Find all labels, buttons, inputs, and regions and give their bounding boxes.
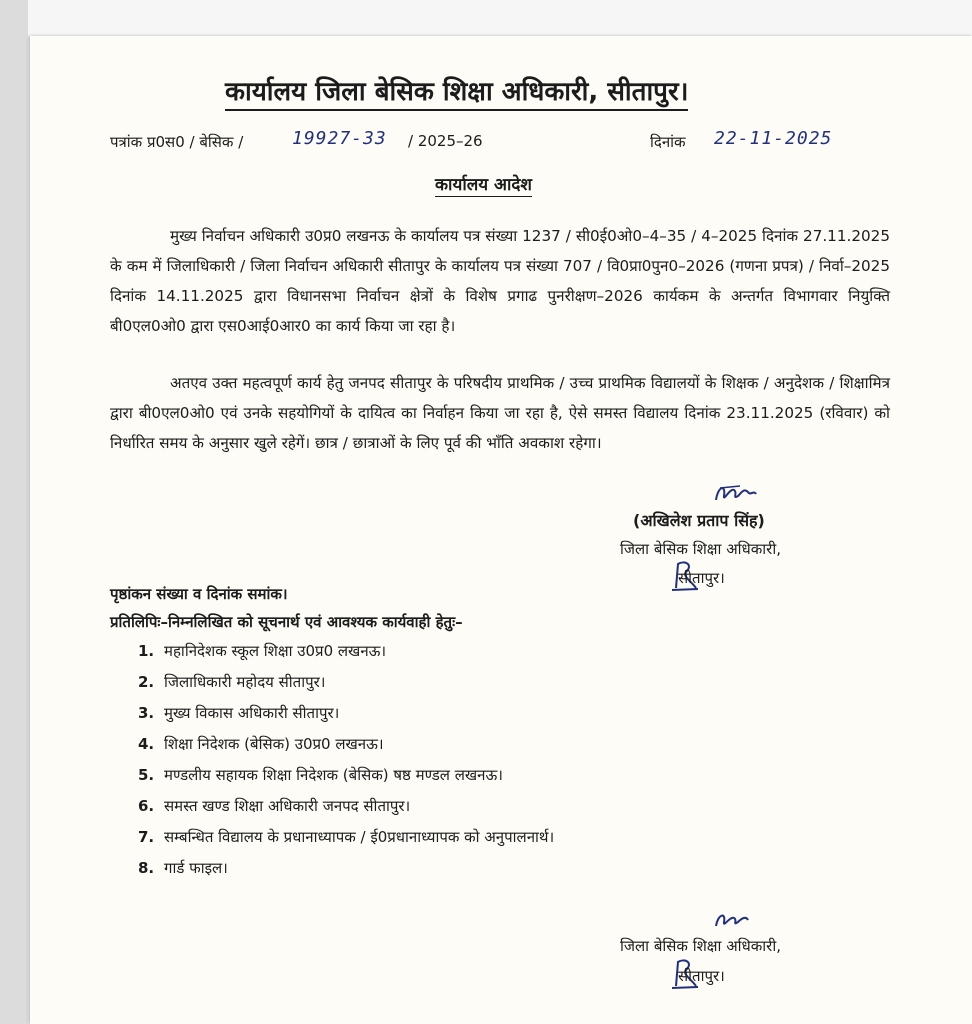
date-label: दिनांक bbox=[650, 133, 686, 151]
list-item: 6. समस्त खण्ड शिक्षा अधिकारी जनपद सीतापुर। bbox=[138, 797, 411, 815]
reference-prefix: पत्रांक प्र0स0 / बेसिक / bbox=[110, 133, 244, 151]
endorsement-line: पृष्ठांकन संख्या व दिनांक समांक। bbox=[110, 585, 288, 603]
signatory-name: (अखिलेश प्रताप सिंह) bbox=[633, 511, 765, 530]
signatory-designation-2: जिला बेसिक शिक्षा अधिकारी, bbox=[620, 937, 781, 955]
list-item: 2. जिलाधिकारी महोदय सीतापुर। bbox=[138, 673, 326, 691]
screen-left-strip bbox=[0, 0, 28, 1024]
list-item: 1. महानिदेशक स्कूल शिक्षा उ0प्र0 लखनऊ। bbox=[138, 642, 387, 660]
list-item: 4. शिक्षा निदेशक (बेसिक) उ0प्र0 लखनऊ। bbox=[138, 735, 384, 753]
list-item: 3. मुख्य विकास अधिकारी सीतापुर। bbox=[138, 704, 340, 722]
office-title: कार्यालय जिला बेसिक शिक्षा अधिकारी, सीतापुर। bbox=[225, 76, 688, 111]
reference-number-handwritten: 19927-33 bbox=[292, 128, 387, 149]
reference-year: / 2025–26 bbox=[408, 132, 483, 150]
signature-initials-2-icon bbox=[712, 908, 752, 932]
order-paragraph-1: मुख्य निर्वाचन अधिकारी उ0प्र0 लखनऊ के कार्यालय पत्र संख्या 1237 / सी0ई0ओ0–4–35 / 4–2025 दिनांक 27.11.2025 के कम में जिलाधिकारी / जिला निर्वाचन अधिकारी सीतापुर के कार्यालय पत्र संख्या 707 / वि0प्रा0पुन0–2026 (गणना प्रपत्र) / निर्वा–2025 दिनांक 14.11.2025 द्वारा विधानसभा निर्वाचन क्षेत्रों के विशेष प्रगाढ पुनरीक्षण–2026 कार्यकम के अन्तर्गत विभागवार नियुक्ति बी0एल0ओ0 द्वारा एस0आई0आर0 का कार्य किया जा रहा है। bbox=[110, 227, 890, 335]
signatory-designation: जिला बेसिक शिक्षा अधिकारी, bbox=[620, 540, 781, 558]
copy-to-line: प्रतिलिपिः–निम्नलिखित को सूचनार्थ एवं आवश्यक कार्यवाही हेतुः– bbox=[110, 613, 463, 631]
list-item: 7. सम्बन्धित विद्यालय के प्रधानाध्यापक / ई0प्रधानाध्यापक को अनुपालनार्थ। bbox=[138, 828, 555, 846]
order-paragraph-2: अतएव उक्त महत्वपूर्ण कार्य हेतु जनपद सीतापुर के परिषदीय प्राथमिक / उच्च प्राथमिक विद्यालयों के शिक्षक / अनुदेशक / शिक्षामित्र द्वारा बी0एल0ओ0 एवं उनके सहयोगियों के दायित्व का निर्वाहन किया जा रहा है, ऐसे समस्त विद्यालय दिनांक 23.11.2025 (रविवार) को निर्धारित समय के अनुसार खुले रहेगें। छात्र / छात्राओं के लिए पूर्व की भाँति अवकाश रहेगा। bbox=[110, 374, 890, 452]
recipient-list bbox=[138, 636, 554, 884]
date-handwritten: 22-11-2025 bbox=[714, 128, 833, 149]
list-item: 5. मण्डलीय सहायक शिक्षा निदेशक (बेसिक) षष्ठ मण्डल लखनऊ। bbox=[138, 766, 503, 784]
signature-initials-icon bbox=[710, 480, 760, 508]
list-item: 8. गार्ड फाइल। bbox=[138, 859, 228, 877]
signatory-city-2: सीतापुर। bbox=[678, 967, 725, 985]
order-heading: कार्यालय आदेश bbox=[435, 175, 532, 195]
document-page bbox=[30, 36, 972, 1024]
screen-top-strip bbox=[0, 0, 972, 36]
signatory-city: सीतापुर। bbox=[678, 569, 725, 587]
